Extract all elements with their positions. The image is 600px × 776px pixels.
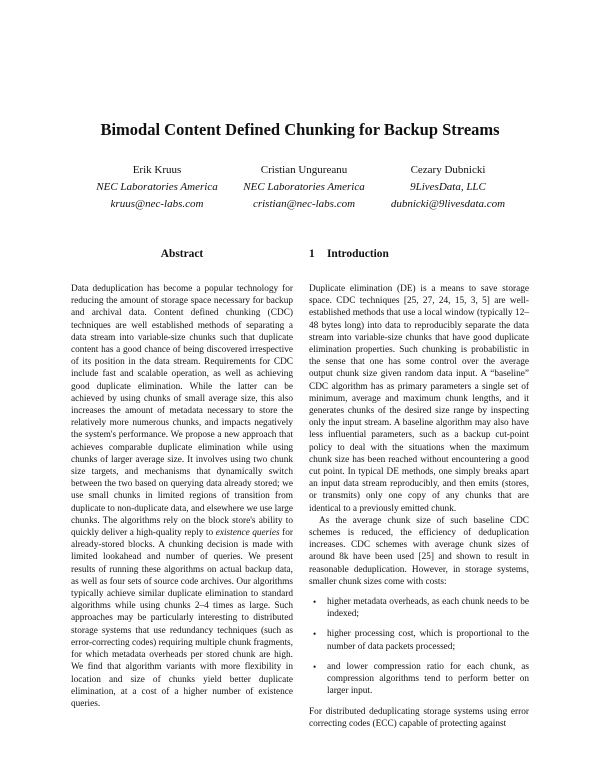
list-item: • higher metadata overheads, as each chunk needs to be indexed; [313, 597, 529, 620]
author-affiliation: NEC Laboratories America [243, 181, 365, 193]
intro-paragraph-2: As the average chunk size of such baseline CDC schemes is reduced, the efficiency of deduplication increases. CDC schemes with average chunk sizes of around 8k have been used [25] and shown to result in reasonable deduplication. However, in storage systems, smaller chunk sizes come with costs: [309, 515, 529, 587]
abstract-text: Data deduplication has become a popular technology for reducing the amount of storage space necessary for backup and archival data. Content defined chunking (CDC) techniques are well established methods of separating a data stream into variable-size chunks such that duplicate content has a good chance of being discovered irrespective of its position in the data stream. Requirements for CDC include fast and scalable operation, as well as achieving good duplicate elimination. While the latter can be achieved by using chunks of small average size, this also increases the amount of metadata necessary to store the relatively more numerous chunks, and impacts negatively the system's performance. We propose a new approach that achieves comparable duplicate elimination while using chunks of larger average size. It involves using two chunk size targets, and mechanisms that dynamically switch between the two based on querying data already stored; we use small chunks in limited regions of transition from duplicate to non-duplicate data, and elsewhere we use large chunks. The algorithms rely on the block store's ability to quickly deliver a high-quality reply to existence queries for already-stored blocks. A chunking decision is made with limited lookahead and number of queries. We present results of running these algorithms on actual backup data, as well as four sets of source code archives. Our algorithms typically achieve similar duplicate elimination to standard algorithms while using chunks 2–4 times as large. Such approaches may be particularly interesting to distributed storage systems that use redundancy techniques (such as error-correcting codes) requiring multiple chunk fragments, for which metadata overheads per stored chunk are high. We find that algorithm variants with more flexibility in location and size of chunks yield better duplicate elimination, at a cost of a higher number of existence queries. [71, 284, 293, 709]
author-email: cristian@nec-labs.com [252, 198, 356, 210]
author-affiliation: NEC Laboratories America [96, 181, 218, 193]
intro-paragraph-3: For distributed deduplicating storage systems using error correcting codes (ECC) capable of protecting against [309, 706, 529, 729]
paper-title: Bimodal Content Defined Chunking for Backup Streams [100, 120, 500, 139]
list-item: • higher processing cost, which is proportional to the number of data packets processed; [313, 629, 529, 652]
cost-list [309, 596, 529, 697]
section-title: Introduction [327, 248, 389, 260]
bullet-icon: • [313, 597, 317, 608]
author-block [348, 162, 548, 213]
author-email: dubnicki@9livesdata.com [390, 198, 506, 210]
author-name: Cezary Dubnicki [410, 164, 486, 176]
introduction-heading [309, 247, 529, 261]
intro-paragraph-1: Duplicate elimination (DE) is a means to save storage space. CDC techniques [25, 27, 24, 15, 3, 5] are well-established methods that use a local window (typically 12–48 bytes long) into data to reproducibly separate the data stream into variable-size chunks that have good duplicate elimination properties. Such chunking is probabilistic in the sense that one has some control over the average output chunk size given random data input. A “baseline” CDC algorithm has as primary parameters a single set of minimum, average and maximum chunk lengths, and it generates chunks of the desired size range by inspecting only the input stream. A baseline algorithm may also have less influential parameters, such as a backup cut-point policy to deal with the situations when the maximum chunk size has been reached without encountering a good cut point. In typical DE methods, one simply breaks apart an input data stream reproducibly, and then emits (stores, or transmits) only one copy of any chunks that are identical to a previously emitted chunk. [309, 284, 529, 514]
abstract-column [71, 247, 293, 710]
abstract-heading: Abstract [160, 248, 204, 260]
emphasis-existence-queries: existence queries [215, 528, 280, 539]
bullet-icon: • [313, 629, 317, 640]
list-item: • and lower compression ratio for each chunk, as compression algorithms tend to perform better on larger input. [313, 661, 529, 697]
author-name: Erik Kruus [132, 164, 182, 176]
section-number: 1 [309, 248, 315, 260]
introduction-column [309, 247, 529, 730]
author-email: kruus@nec-labs.com [110, 198, 204, 210]
bullet-icon: • [313, 661, 317, 672]
author-name: Cristian Ungureanu [260, 164, 348, 176]
author-affiliation: 9LivesData, LLC [410, 181, 486, 193]
